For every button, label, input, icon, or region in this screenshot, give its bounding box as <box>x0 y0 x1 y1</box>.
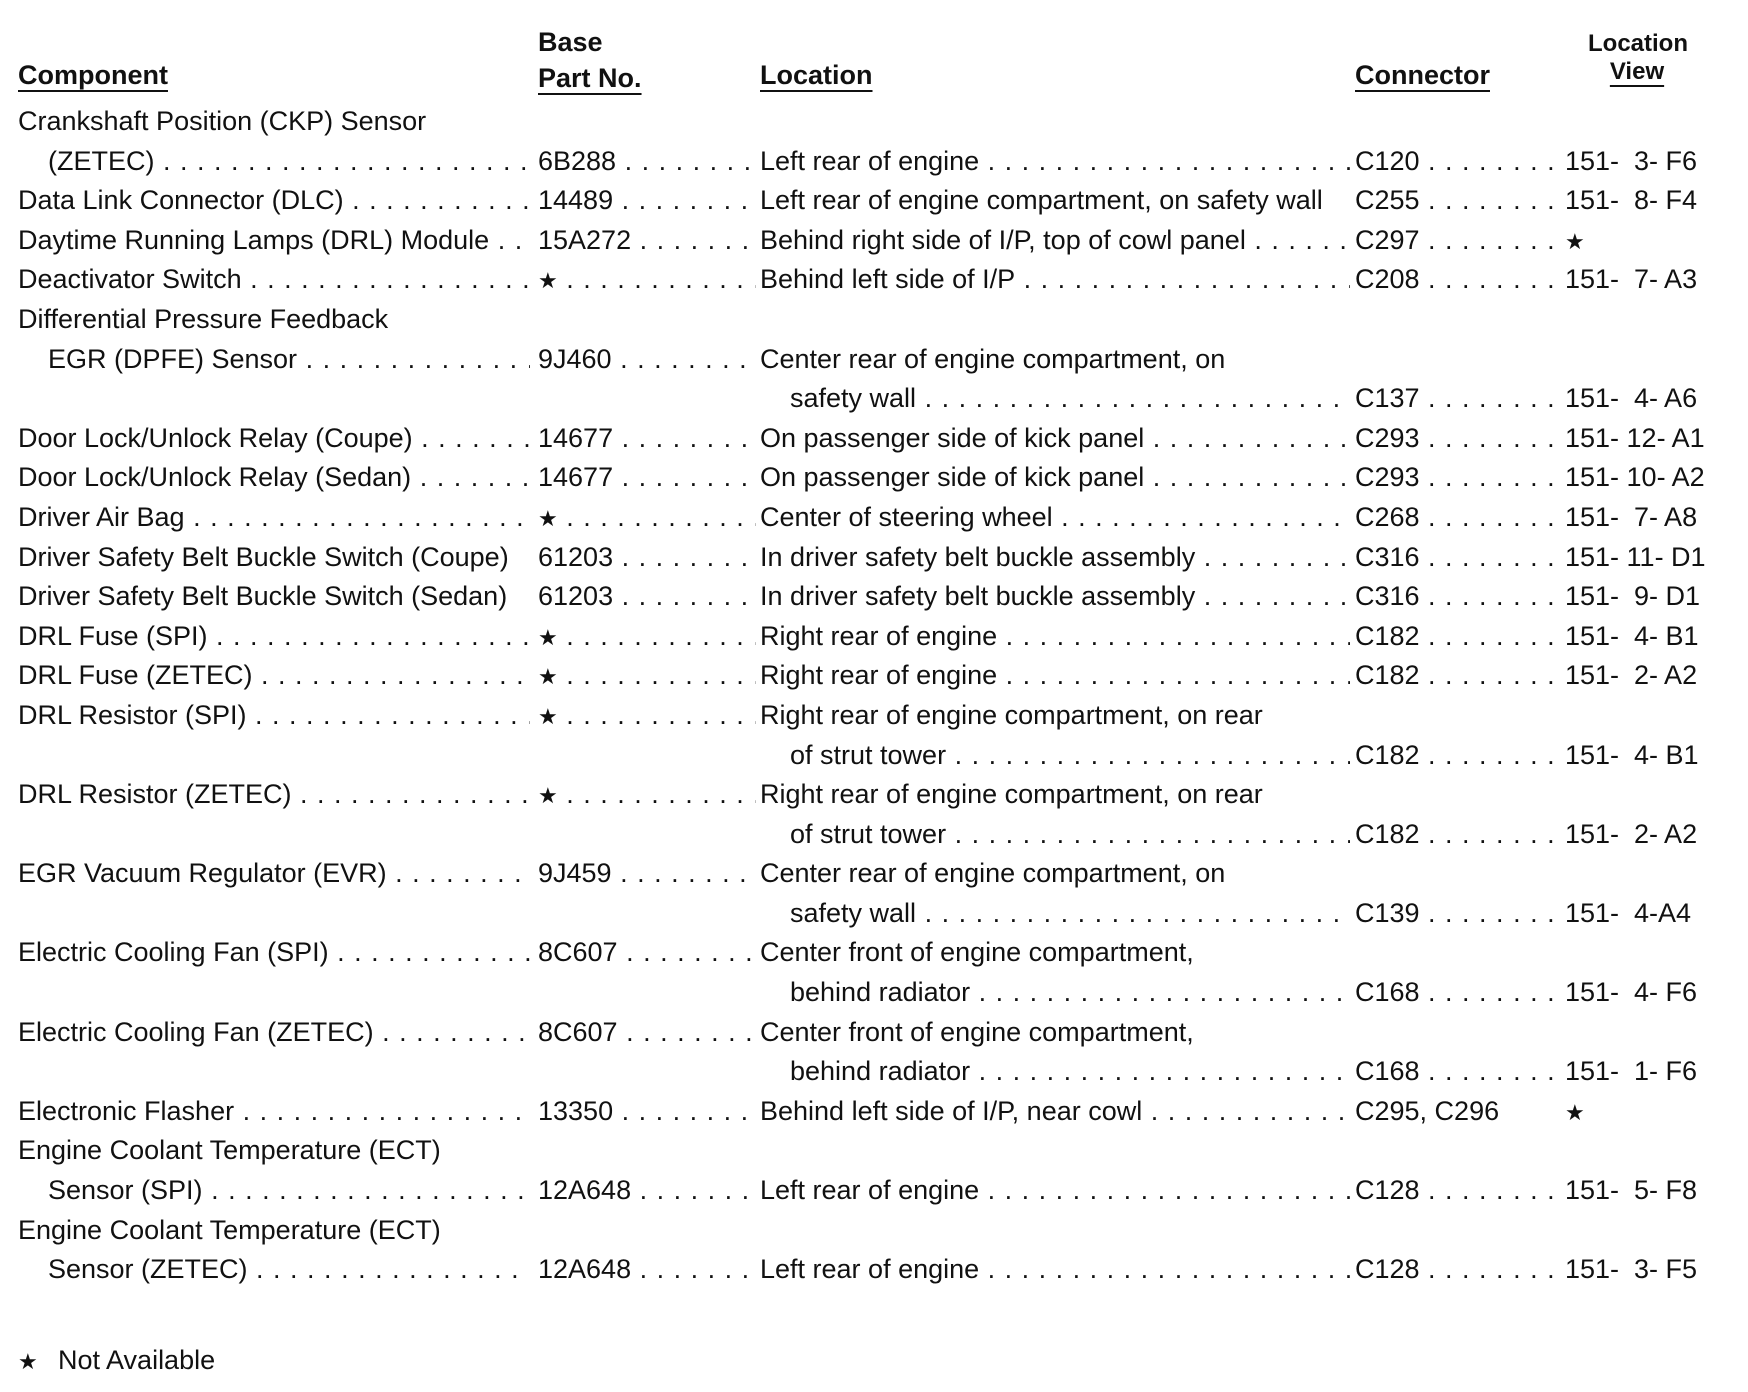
header-connector <box>1355 60 1490 91</box>
location-cell: Center front of engine compartment, <box>760 937 1194 968</box>
component-cell: Electric Cooling Fan (ZETEC) . . . <box>18 1013 530 1053</box>
part-number-cell: 12A648 . . . <box>538 1250 756 1290</box>
part-number-cell: 14489 . . . <box>538 181 756 221</box>
location-view-cell: 151- 7- A8 <box>1565 501 1698 532</box>
part-number-cell: 61203 . . . <box>538 538 756 578</box>
table-row <box>0 736 1748 776</box>
table-row <box>0 300 1748 340</box>
connector-cell: C182 . . . <box>1355 815 1555 855</box>
location-view-cell: 151- 4-A4 <box>1565 897 1692 928</box>
table-row <box>0 577 1748 617</box>
location-view-cell: 151- 3- F5 <box>1565 1254 1698 1285</box>
location-cell: Left rear of engine . . . <box>760 1171 1350 1211</box>
location-view-cell: 151- 1- F6 <box>1565 1056 1698 1087</box>
location-cell: In driver safety belt buckle assembly . . . <box>760 577 1350 617</box>
part-number-cell: 14677 . . . <box>538 458 756 498</box>
location-view-cell: 151- 10- A2 <box>1565 462 1705 493</box>
component-cell: Daytime Running Lamps (DRL) Module . . . <box>18 221 530 261</box>
table-row <box>0 815 1748 855</box>
location-cell: behind radiator . . . <box>790 1052 1350 1092</box>
location-view-cell: 151- 3- F6 <box>1565 145 1698 176</box>
connector-cell: C182 . . . <box>1355 617 1555 657</box>
table-row <box>0 696 1748 736</box>
table-row <box>0 775 1748 815</box>
table-row <box>0 1013 1748 1053</box>
component-cell: EGR Vacuum Regulator (EVR) . . . <box>18 854 530 894</box>
part-number-cell: ★ . . . <box>538 617 756 657</box>
location-cell: of strut tower . . . <box>790 736 1350 776</box>
part-number-cell: ★ . . . <box>538 260 756 300</box>
connector-cell: C293 . . . <box>1355 458 1555 498</box>
location-cell: In driver safety belt buckle assembly . . . <box>760 538 1350 578</box>
component-cell: DRL Fuse (ZETEC) . . . <box>18 656 530 696</box>
table-row <box>0 419 1748 459</box>
table-row <box>0 1250 1748 1290</box>
connector-cell: C128 . . . <box>1355 1171 1555 1211</box>
table-row <box>0 1131 1748 1171</box>
connector-cell: C137 . . . <box>1355 379 1555 419</box>
component-table <box>0 102 1748 1290</box>
header-part-number <box>538 24 642 96</box>
location-view-cell: 151- 4- A6 <box>1565 383 1698 414</box>
part-number-cell: 9J459 . . . <box>538 854 756 894</box>
location-cell: Left rear of engine . . . <box>760 1250 1350 1290</box>
header-view-line2: View <box>1609 58 1665 85</box>
location-view-cell: 151- 2- A2 <box>1565 660 1698 691</box>
connector-cell: C316 . . . <box>1355 577 1555 617</box>
location-cell: Right rear of engine compartment, on rear <box>760 699 1263 730</box>
connector-cell: C120 . . . <box>1355 142 1555 182</box>
location-cell: Center front of engine compartment, <box>760 1016 1194 1047</box>
star-icon: ★ <box>18 1349 38 1374</box>
location-cell: Behind left side of I/P, near cowl . . . <box>760 1092 1350 1132</box>
component-cell: Engine Coolant Temperature (ECT) <box>18 1214 441 1245</box>
table-row <box>0 933 1748 973</box>
location-view-cell: ★ <box>1565 228 1585 254</box>
location-cell: Center rear of engine compartment, on <box>760 343 1226 374</box>
location-view-cell: 151- 8- F4 <box>1565 185 1698 216</box>
table-row <box>0 221 1748 261</box>
table-row <box>0 617 1748 657</box>
location-cell: Right rear of engine compartment, on rear <box>760 779 1263 810</box>
table-row <box>0 538 1748 578</box>
connector-cell: C208 . . . <box>1355 260 1555 300</box>
location-view-cell: 151- 2- A2 <box>1565 818 1698 849</box>
part-number-cell: 6B288 . . . <box>538 142 756 182</box>
header-component-label: Component <box>18 60 168 90</box>
header-location-view <box>1588 30 1686 86</box>
table-row <box>0 656 1748 696</box>
table-row <box>0 854 1748 894</box>
location-view-cell: 151- 12- A1 <box>1565 422 1705 453</box>
table-row <box>0 102 1748 142</box>
part-number-cell: 12A648 . . . <box>538 1171 756 1211</box>
location-cell: Right rear of engine . . . <box>760 656 1350 696</box>
footnote-text: Not Available <box>58 1345 216 1375</box>
header-location <box>760 60 873 91</box>
location-cell: Left rear of engine . . . <box>760 142 1350 182</box>
table-row <box>0 894 1748 934</box>
connector-cell: C168 . . . <box>1355 973 1555 1013</box>
component-cell: DRL Resistor (SPI) . . . <box>18 696 530 736</box>
location-cell: On passenger side of kick panel . . . <box>760 419 1350 459</box>
table-row <box>0 260 1748 300</box>
header-component <box>18 60 168 91</box>
connector-cell: C293 . . . <box>1355 419 1555 459</box>
location-view-cell: 151- 9- D1 <box>1565 581 1701 612</box>
connector-cell: C182 . . . <box>1355 656 1555 696</box>
location-cell: On passenger side of kick panel . . . <box>760 458 1350 498</box>
component-cell: Crankshaft Position (CKP) Sensor <box>18 106 427 136</box>
component-cell: (ZETEC) . . . <box>48 142 530 182</box>
component-cell: DRL Fuse (SPI) . . . <box>18 617 530 657</box>
location-view-cell: 151- 4- B1 <box>1565 739 1699 770</box>
part-number-cell: ★ . . . <box>538 656 756 696</box>
component-cell: Driver Air Bag . . . <box>18 498 530 538</box>
location-cell: safety wall . . . <box>790 379 1350 419</box>
location-cell: Left rear of engine compartment, on safety wall <box>760 185 1323 216</box>
component-cell: Driver Safety Belt Buckle Switch (Coupe) <box>18 541 509 572</box>
connector-cell: C268 . . . <box>1355 498 1555 538</box>
connector-cell: C295, C296 <box>1355 1095 1500 1126</box>
part-number-cell: 61203 . . . <box>538 577 756 617</box>
table-row <box>0 1092 1748 1132</box>
connector-cell: C139 . . . <box>1355 894 1555 934</box>
component-cell: Sensor (ZETEC) . . . <box>48 1250 530 1290</box>
connector-cell: C255 . . . <box>1355 181 1555 221</box>
location-view-cell: 151- 11- D1 <box>1565 541 1706 572</box>
connector-cell: C316 . . . <box>1355 538 1555 578</box>
connector-cell: C168 . . . <box>1355 1052 1555 1092</box>
location-view-cell: 151- 4- F6 <box>1565 977 1698 1008</box>
table-row <box>0 1211 1748 1251</box>
table-row <box>0 458 1748 498</box>
header-part-no: Part No. <box>538 63 642 93</box>
location-cell: Behind right side of I/P, top of cowl panel . . . <box>760 221 1350 261</box>
component-cell: EGR (DPFE) Sensor . . . <box>48 340 530 380</box>
location-cell: of strut tower . . . <box>790 815 1350 855</box>
table-row <box>0 181 1748 221</box>
connector-cell: C128 . . . <box>1355 1250 1555 1290</box>
location-cell: safety wall . . . <box>790 894 1350 934</box>
location-view-cell: ★ <box>1565 1099 1585 1125</box>
part-number-cell: ★ . . . <box>538 696 756 736</box>
header-part-base: Base <box>538 27 603 57</box>
table-row <box>0 973 1748 1013</box>
table-row <box>0 1052 1748 1092</box>
header-connector-label: Connector <box>1355 60 1490 90</box>
header-location-label: Location <box>760 60 873 90</box>
component-cell: Differential Pressure Feedback <box>18 303 389 334</box>
part-number-cell: 9J460 . . . <box>538 340 756 380</box>
component-cell: Sensor (SPI) . . . <box>48 1171 530 1211</box>
component-cell: Deactivator Switch . . . <box>18 260 530 300</box>
component-cell: Electric Cooling Fan (SPI) . . . <box>18 933 530 973</box>
component-cell: Door Lock/Unlock Relay (Sedan) . . . <box>18 458 530 498</box>
part-number-cell: 8C607 . . . <box>538 1013 756 1053</box>
location-cell: Center of steering wheel . . . <box>760 498 1350 538</box>
location-cell: Behind left side of I/P . . . <box>760 260 1350 300</box>
header-view-line1: Location <box>1588 30 1688 57</box>
component-cell: DRL Resistor (ZETEC) . . . <box>18 775 530 815</box>
location-view-cell: 151- 7- A3 <box>1565 264 1698 295</box>
table-row <box>0 379 1748 419</box>
table-row <box>0 498 1748 538</box>
location-cell: behind radiator . . . <box>790 973 1350 1013</box>
table-row <box>0 1171 1748 1211</box>
connector-cell: C297 . . . <box>1355 221 1555 261</box>
location-cell: Right rear of engine . . . <box>760 617 1350 657</box>
location-view-cell: 151- 5- F8 <box>1565 1175 1698 1206</box>
table-row <box>0 340 1748 380</box>
part-number-cell: 8C607 . . . <box>538 933 756 973</box>
location-cell: Center rear of engine compartment, on <box>760 858 1226 889</box>
table-row <box>0 142 1748 182</box>
connector-cell: C182 . . . <box>1355 736 1555 776</box>
component-cell: Engine Coolant Temperature (ECT) <box>18 1135 441 1166</box>
part-number-cell: ★ . . . <box>538 775 756 815</box>
footnote <box>18 1345 215 1376</box>
part-number-cell: ★ . . . <box>538 498 756 538</box>
component-cell: Data Link Connector (DLC) . . . <box>18 181 530 221</box>
part-number-cell: 15A272 . . . <box>538 221 756 261</box>
component-cell: Driver Safety Belt Buckle Switch (Sedan) <box>18 581 508 612</box>
part-number-cell: 13350 . . . <box>538 1092 756 1132</box>
location-view-cell: 151- 4- B1 <box>1565 620 1699 651</box>
component-cell: Electronic Flasher . . . <box>18 1092 530 1132</box>
part-number-cell: 14677 . . . <box>538 419 756 459</box>
component-cell: Door Lock/Unlock Relay (Coupe) . . . <box>18 419 530 459</box>
